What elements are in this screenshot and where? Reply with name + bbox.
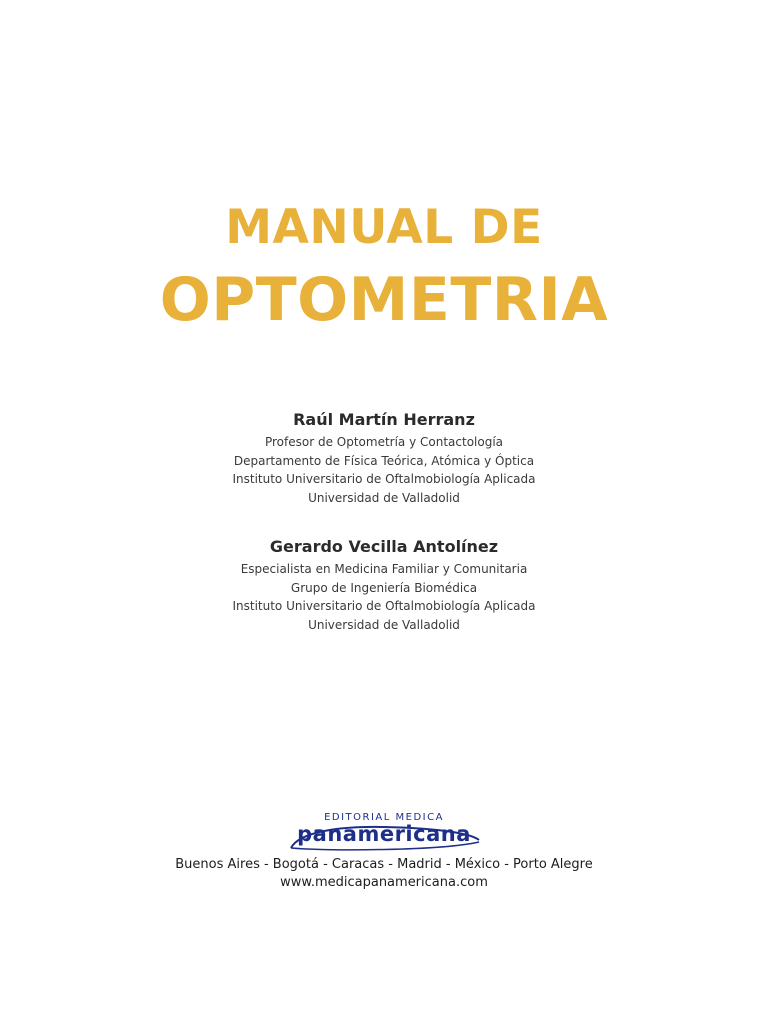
- publisher-website: www.medicapanamericana.com: [280, 875, 488, 890]
- author-affiliation-line: Instituto Universitario de Oftalmobiología Aplicada: [232, 472, 536, 486]
- author-affiliation-line: Universidad de Valladolid: [308, 490, 460, 505]
- book-title-line2: OPTOMETRIA: [159, 265, 609, 335]
- publisher-block: [0, 812, 768, 892]
- author-name: Gerardo Vecilla Antolínez: [269, 537, 499, 556]
- publisher-cities: Buenos Aires - Bogotá - Caracas - Madrid - México - Porto Alegre: [175, 857, 593, 872]
- author-block-2: [0, 536, 768, 634]
- author-affiliation-line: Especialista en Medicina Familiar y Comunitaria: [240, 562, 528, 576]
- publisher-logo: [279, 812, 489, 850]
- author-affiliation-line: Instituto Universitario de Oftalmobiología Aplicada: [232, 599, 536, 613]
- book-title-line1: MANUAL DE: [225, 200, 543, 255]
- author-block-1: [0, 409, 768, 507]
- author-affiliation-line: Universidad de Valladolid: [308, 617, 460, 632]
- author-affiliation-line: Grupo de Ingeniería Biomédica: [290, 580, 478, 595]
- author-name: Raúl Martín Herranz: [293, 410, 475, 429]
- author-affiliation-line: Profesor de Optometría y Contactología: [264, 435, 504, 449]
- publisher-logo-main: panamericana: [297, 822, 471, 846]
- author-affiliation-line: Departamento de Física Teórica, Atómica y Óptica: [233, 453, 535, 468]
- publisher-logo-top: EDITORIAL MEDICA: [324, 812, 444, 823]
